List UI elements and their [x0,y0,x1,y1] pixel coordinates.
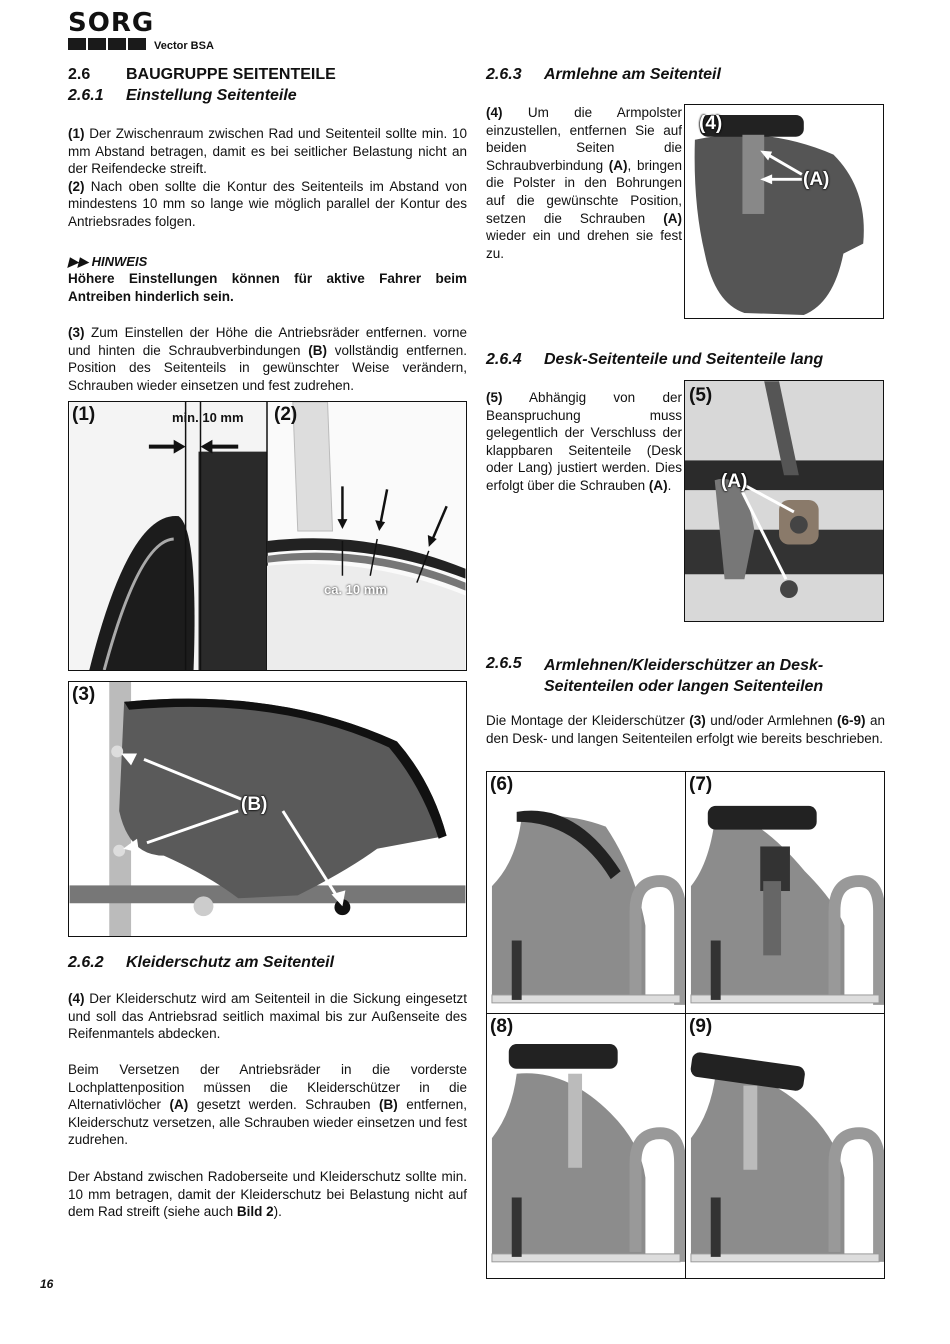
brand-logo [68,8,155,54]
subsection-262-number: 2.6.2 [68,954,104,971]
figure-1-2 [68,401,467,671]
subsection-263-number: 2.6.3 [486,66,522,83]
figure-5 [684,380,884,622]
desk-panel-drawing-8 [487,1014,685,1278]
section-number: 2.6 [68,66,91,83]
figure-9 [685,1013,885,1279]
subsection-265-number: 2.6.5 [486,655,522,672]
paragraph-3: (3) Zum Einstellen der Höhe die Antriebsräder entfernen. vorne und hinten die Schraubverbindungen (B) vollständig entfernen. Position des Seitenteils in gewünschter Weise verändern, Schrauben wieder einsetzen und fest zudrehen. [68,325,467,393]
desk-panel-drawing-9 [686,1014,884,1278]
screw-a-label-5: (A) [721,471,748,492]
figure-8 [486,1013,686,1279]
subsection-264-title: Desk-Seitenteile und Seitenteile lang [544,351,824,368]
logo-blocks [68,37,150,55]
subsection-265-title: Armlehnen/Kleiderschützer an Desk-Seitenteilen oder langen Seitenteilen [544,657,824,695]
figure-3 [68,681,467,937]
figure-9-label: (9) [689,1016,713,1037]
armrest-drawing [685,105,883,318]
min-gap-label: min. 10 mm [172,410,244,425]
hint-title: HINWEIS [91,254,148,269]
desk-panel-drawing-6 [487,772,685,1013]
product-name: Vector BSA [154,40,214,52]
paragraph-1-2: (1) Der Zwischenraum zwischen Rad und Seitenteil sollte min. 10 mm Abstand betragen, damit es bei seitlicher Belastung nicht an der Reifendecke streift. (2) Nach oben sollte die Kontur des Seitenteils im Abstand von mindestens 10 mm so lange wie möglich parallel der Kontur des Antriebsrades folgen. [68,126,467,229]
subsection-title: Einstellung Seitenteile [126,87,297,104]
double-arrow-icon: ▶▶ [68,254,88,269]
figure-1-label: (1) [72,404,96,425]
wheel-gap-drawing [69,402,466,670]
section-title: BAUGRUPPE SEITENTEILE [126,66,336,83]
brand-name: SORG [68,8,155,38]
desk-panel-drawing-7 [686,772,884,1013]
side-panel-drawing [69,682,466,936]
paragraph-4: (4) Der Kleiderschutz wird am Seitenteil in die Sickung eingesetzt und soll das Antriebsrad seitlich maximal bis zur Außenseite des Reifenmantels abdecken. [68,991,467,1042]
paragraph-9: Die Montage der Kleiderschützer (3) und/oder Armlehnen (6-9) an den Desk- und langen Seitenteilen erfolgt wie bereits beschrieben. [486,713,885,746]
subsection-263-title: Armlehne am Seitenteil [544,66,721,83]
page-number: 16 [40,1277,54,1291]
subsection-number: 2.6.1 [68,87,104,104]
figure-2-label: (2) [274,404,298,425]
paragraph-6: Der Abstand zwischen Radoberseite und Kleiderschutz sollte min. 10 mm betragen, damit der Kleiderschutz bei Belastung nicht auf dem Rad streift (siehe auch Bild 2). [68,1169,467,1220]
paragraph-7: (4) Um die Armpolster einzustellen, entfernen Sie auf beiden Seiten die Schraubverbindung (A), bringen die Polster in den Bohrungen auf die gewünschte Position, setzen die Schrauben (A) wieder ein und drehen sie fest zu. [486,105,682,261]
figure-7 [685,771,885,1014]
figure-4 [684,104,884,319]
subsection-262-title: Kleiderschutz am Seitenteil [126,954,335,971]
screw-b-label: (B) [241,794,268,815]
figure-6 [486,771,686,1014]
figure-4-label: (4) [699,113,723,134]
folding-lock-drawing [685,381,883,621]
figure-3-label: (3) [72,684,96,705]
figure-6-label: (6) [490,774,514,795]
hint-block [68,254,467,305]
figure-5-label: (5) [689,385,713,406]
approx-gap-label: ca. 10 mm [324,582,387,597]
figure-8-label: (8) [490,1016,514,1037]
subsection-264-number: 2.6.4 [486,351,522,368]
hint-text: Höhere Einstellungen können für aktive Fahrer beim Antreiben hinderlich sein. [68,271,467,304]
figure-7-label: (7) [689,774,713,795]
screw-a-label-4: (A) [803,169,830,190]
paragraph-8: (5) Abhängig von der Beanspruchung muss gelegentlich der Verschluss der klappbaren Seitenteile (Desk oder Lang) justiert werden. Dies erfolgt über die Schrauben (A). [486,390,682,493]
paragraph-5: Beim Versetzen der Antriebsräder in die vorderste Lochplattenposition müssen die Kleiderschützer in die Alternativlöcher (A) gesetzt werden. Schrauben (B) entfernen, Kleiderschutz versetzen, alle Schrauben wieder einsetzen und fest zudrehen. [68,1062,468,1148]
